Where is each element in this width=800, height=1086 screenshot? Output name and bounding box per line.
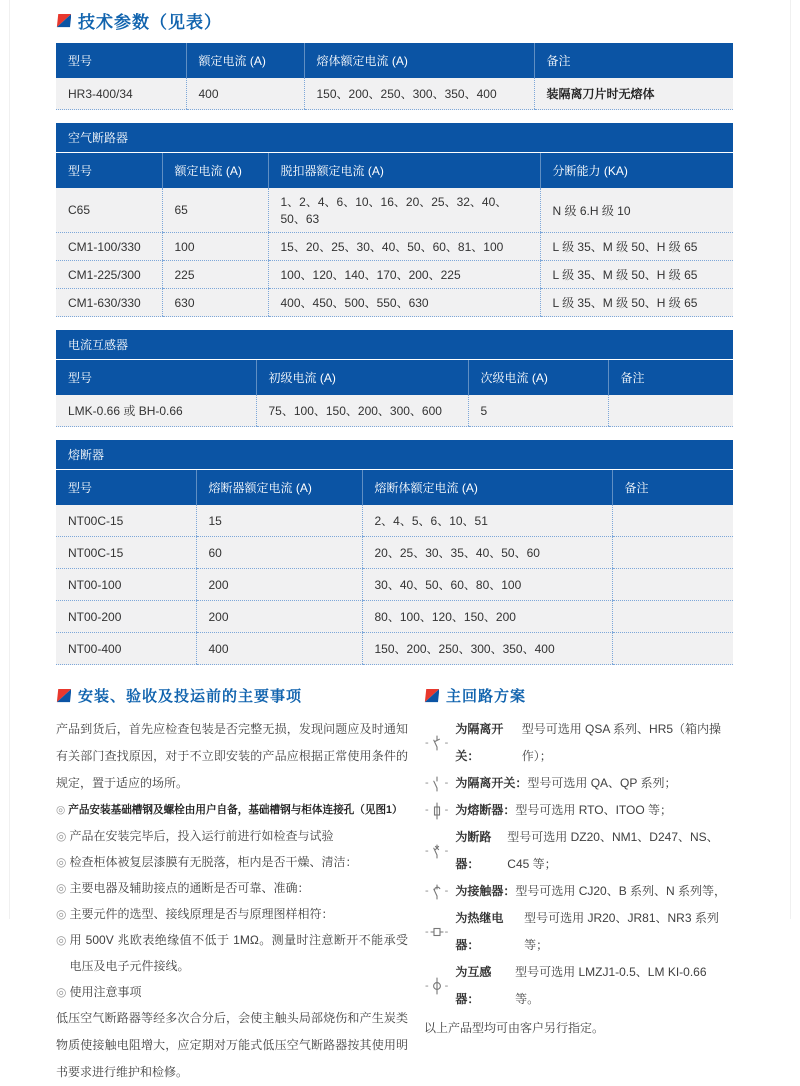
cell-fuse-current: 200 xyxy=(196,601,362,633)
cell-fuselink-current: 80、100、120、150、200 xyxy=(362,601,612,633)
cell-secondary-current: 5 xyxy=(468,395,608,427)
installation-heading xyxy=(56,685,408,706)
cell-remark xyxy=(612,537,733,569)
cell-model: NT00-100 xyxy=(56,569,196,601)
circuit-breaker-icon xyxy=(430,842,444,860)
cell-remark xyxy=(612,633,733,665)
bullet-icon: ◎ xyxy=(56,881,67,895)
air-breaker-table xyxy=(56,123,733,317)
installation-title: 安装、验收及投运前的主要事项 xyxy=(78,688,303,705)
air-breaker-table-title: 空气断路器 xyxy=(56,123,733,153)
cell-model: NT00C-15 xyxy=(56,505,196,537)
col-header-remark: 备注 xyxy=(608,360,733,395)
cell-model: NT00-400 xyxy=(56,633,196,665)
circuit-item-desc: 型号可选用 CJ20、B 系列、N 系列等， xyxy=(515,884,727,898)
dash-mark: - xyxy=(444,804,449,816)
cell-remark xyxy=(612,569,733,601)
hr3-header-row xyxy=(56,43,733,78)
cell-trip-current: 15、20、25、30、40、50、60、81、100 xyxy=(268,233,540,261)
circuit-item xyxy=(424,716,733,770)
dash-mark: - xyxy=(444,844,449,857)
dash-mark: - xyxy=(444,925,449,938)
hr3-table xyxy=(56,43,733,110)
fuse-table-title: 熔断器 xyxy=(56,440,733,470)
cell-rated-current: 400 xyxy=(186,78,304,110)
col-header-fuselink-rated-current: 熔断体额定电流 (A) xyxy=(362,470,612,505)
circuit-item-desc: 型号可选用 DZ20、NM1、D247、NS、C45 等； xyxy=(507,830,719,871)
table-row xyxy=(56,261,733,289)
page-frame xyxy=(9,0,791,1079)
bullet-icon: ◎ xyxy=(56,829,67,843)
col-header-fuse-rated-current: 熔断器额定电流 (A) xyxy=(196,470,362,505)
bullet-text: 使用注意事项 xyxy=(69,985,142,999)
table-row xyxy=(56,395,733,427)
circuit-item-desc: 型号可选用 QA、QP 系列； xyxy=(527,776,677,790)
cell-primary-current: 75、100、150、200、300、600 xyxy=(256,395,468,427)
ct-table-title: 电流互感器 xyxy=(56,330,733,360)
bullet-text: 主要元件的选型、接线原理是否与原理图样相符： xyxy=(69,907,334,921)
circuit-item-label: 为断路器： xyxy=(455,830,492,871)
cell-breaking-capacity: L 级 35、M 级 50、H 级 65 xyxy=(540,233,733,261)
cell-fuse-current: 60 xyxy=(196,537,362,569)
cell-model: CM1-630/330 xyxy=(56,289,162,317)
circuit-item-label: 为热继电器： xyxy=(455,911,504,952)
main-circuit-heading xyxy=(424,685,733,706)
dash-mark: - xyxy=(425,925,429,938)
table-row xyxy=(56,289,733,317)
cell-rated-current: 100 xyxy=(162,233,268,261)
cell-fuselink-current: 2、4、5、6、10、51 xyxy=(362,505,612,537)
tech-params-title: 技术参数（见表） xyxy=(78,13,222,32)
col-header-fuse-rated-current: 熔体额定电流 (A) xyxy=(304,43,534,78)
bullet-icon: ◎ xyxy=(56,907,67,921)
circuit-item-desc: 型号可选用 QSA 系列、HR5（箱内操作）； xyxy=(521,722,722,763)
circuit-item xyxy=(424,959,733,1013)
bullet-text: 检查柜体被复层漆膜有无脱落，柜内是否干燥、清洁： xyxy=(69,855,358,869)
table-row xyxy=(56,505,733,537)
circuit-item xyxy=(424,878,733,905)
section-flag-icon xyxy=(56,13,71,28)
table-row xyxy=(56,537,733,569)
current-transformer-table xyxy=(56,330,733,427)
isolator-switch-icon xyxy=(430,775,444,793)
tech-params-heading xyxy=(56,8,733,33)
current-transformer-icon xyxy=(430,977,444,995)
fuse-symbol-icon xyxy=(430,802,444,820)
bullet-text: 用 500V 兆欧表绝缘值不低于 1MΩ。测量时注意断开不能承受电压及电子元件接线。 xyxy=(69,933,408,973)
col-header-remark: 备注 xyxy=(612,470,733,505)
cell-breaking-capacity: N 级 6.H 级 10 xyxy=(540,188,733,233)
dash-mark: - xyxy=(444,777,449,789)
dash-mark: - xyxy=(444,736,449,749)
cell-fuselink-current: 30、40、50、60、80、100 xyxy=(362,569,612,601)
cell-fuselink-current: 20、25、30、35、40、50、60 xyxy=(362,537,612,569)
cell-remark xyxy=(612,601,733,633)
bullet-text: 产品在安装完毕后，投入运行前进行如检查与试验 xyxy=(69,829,334,843)
install-bullet xyxy=(56,901,408,927)
circuit-item xyxy=(424,770,733,797)
cell-model: CM1-225/300 xyxy=(56,261,162,289)
cell-fuse-current: 400 xyxy=(196,633,362,665)
col-header-secondary-current: 次级电流 (A) xyxy=(468,360,608,395)
cell-fuselink-current: 150、200、250、300、350、400 xyxy=(362,633,612,665)
cell-fuse-current: 150、200、250、300、350、400 xyxy=(304,78,534,110)
table-row xyxy=(56,78,733,110)
circuit-item-label: 为隔离开关： xyxy=(455,722,504,763)
install-bullet xyxy=(56,875,408,901)
col-header-breaking-capacity: 分断能力 (KA) xyxy=(540,153,733,188)
col-header-model: 型号 xyxy=(56,360,256,395)
install-bullet xyxy=(56,797,408,823)
table-row xyxy=(56,188,733,233)
col-header-rated-current: 额定电流 (A) xyxy=(186,43,304,78)
dash-mark: - xyxy=(444,979,449,992)
install-bullet xyxy=(56,927,408,979)
cell-model: C65 xyxy=(56,188,162,233)
cell-model: HR3-400/34 xyxy=(56,78,186,110)
circuit-item-label: 为接触器： xyxy=(455,884,516,898)
bullet-icon: ◎ xyxy=(56,855,67,869)
circuit-item-desc: 型号可选用 LMZJ1-0.5、LM KI-0.66 等。 xyxy=(515,965,707,1006)
install-bullet xyxy=(56,979,408,1005)
circuit-item-label: 为互感器： xyxy=(455,965,492,1006)
bullet-text: 主要电器及辅助接点的通断是否可靠、准确： xyxy=(69,881,310,895)
page-content xyxy=(10,0,790,1086)
cell-model: NT00-200 xyxy=(56,601,196,633)
main-circuit-section xyxy=(424,685,733,1086)
dash-mark: - xyxy=(425,979,429,992)
bottom-section xyxy=(56,685,733,1086)
col-header-model: 型号 xyxy=(56,470,196,505)
col-header-primary-current: 初级电流 (A) xyxy=(256,360,468,395)
bullet-icon: ◎ xyxy=(56,985,67,999)
main-circuit-title: 主回路方案 xyxy=(446,688,527,705)
circuit-item xyxy=(424,905,733,959)
contactor-icon xyxy=(430,883,444,901)
cell-rated-current: 65 xyxy=(162,188,268,233)
table-row xyxy=(56,633,733,665)
cell-trip-current: 400、450、500、550、630 xyxy=(268,289,540,317)
install-bullet xyxy=(56,823,408,849)
disconnector-switch-icon xyxy=(430,734,444,752)
col-header-model: 型号 xyxy=(56,153,162,188)
circuit-footer: 以上产品型均可由客户另行指定。 xyxy=(424,1021,605,1035)
cell-fuse-current: 15 xyxy=(196,505,362,537)
cell-remark xyxy=(612,505,733,537)
dash-mark: - xyxy=(425,844,429,857)
cell-breaking-capacity: L 级 35、M 级 50、H 级 65 xyxy=(540,289,733,317)
table-row xyxy=(56,569,733,601)
cell-fuse-current: 200 xyxy=(196,569,362,601)
installation-intro: 产品到货后，首先应检查包装是否完整无损，发现问题应及时通知有关部门查找原因，对于不立即安装的产品应根据正常使用条件的规定，置于适应的场所。 xyxy=(56,722,408,790)
cell-rated-current: 225 xyxy=(162,261,268,289)
dash-mark: - xyxy=(425,736,429,749)
cell-rated-current: 630 xyxy=(162,289,268,317)
section-flag-icon xyxy=(424,688,439,703)
bullet-icon: ◎ xyxy=(56,933,67,947)
dash-mark: - xyxy=(425,885,429,897)
thermal-relay-icon xyxy=(430,923,444,941)
cell-breaking-capacity: L 级 35、M 级 50、H 级 65 xyxy=(540,261,733,289)
fuse-header-row xyxy=(56,470,733,505)
col-header-trip-current: 脱扣器额定电流 (A) xyxy=(268,153,540,188)
installation-section xyxy=(56,685,408,1086)
dash-mark: - xyxy=(444,885,449,897)
dash-mark: - xyxy=(425,804,429,816)
section-flag-icon xyxy=(56,688,71,703)
install-bullet xyxy=(56,849,408,875)
cell-remark: 装隔离刀片时无熔体 xyxy=(534,78,733,110)
bullet-text: 产品安装基础槽钢及螺栓由用户自备，基础槽钢与柜体连接孔（见图1） xyxy=(68,804,403,816)
cell-trip-current: 100、120、140、170、200、225 xyxy=(268,261,540,289)
col-header-remark: 备注 xyxy=(534,43,733,78)
fuse-table xyxy=(56,440,733,665)
col-header-model: 型号 xyxy=(56,43,186,78)
air-header-row xyxy=(56,153,733,188)
circuit-item-label: 为熔断器： xyxy=(455,803,516,817)
cell-model: LMK-0.66 或 BH-0.66 xyxy=(56,395,256,427)
installation-outro: 低压空气断路器等经多次合分后，会使主触头局部烧伤和产生炭类物质使接触电阻增大，应定期对万能式低压空气断路器按其使用明书要求进行维护和检修。 xyxy=(56,1011,408,1079)
circuit-item-desc: 型号可选用 JR20、JR81、NR3 系列等； xyxy=(524,911,719,952)
circuit-item-desc: 型号可选用 RTO、ITOO 等； xyxy=(515,803,673,817)
cell-model: CM1-100/330 xyxy=(56,233,162,261)
cell-trip-current: 1、2、4、6、10、16、20、25、32、40、50、63 xyxy=(268,188,540,233)
dash-mark: - xyxy=(425,777,429,789)
circuit-item-label: 为隔离开关： xyxy=(455,776,528,790)
cell-model: NT00C-15 xyxy=(56,537,196,569)
bullet-icon: ◎ xyxy=(56,804,66,816)
table-row xyxy=(56,601,733,633)
cell-remark xyxy=(608,395,733,427)
col-header-rated-current: 额定电流 (A) xyxy=(162,153,268,188)
circuit-item xyxy=(424,797,733,824)
ct-header-row xyxy=(56,360,733,395)
circuit-item xyxy=(424,824,733,878)
table-row xyxy=(56,233,733,261)
